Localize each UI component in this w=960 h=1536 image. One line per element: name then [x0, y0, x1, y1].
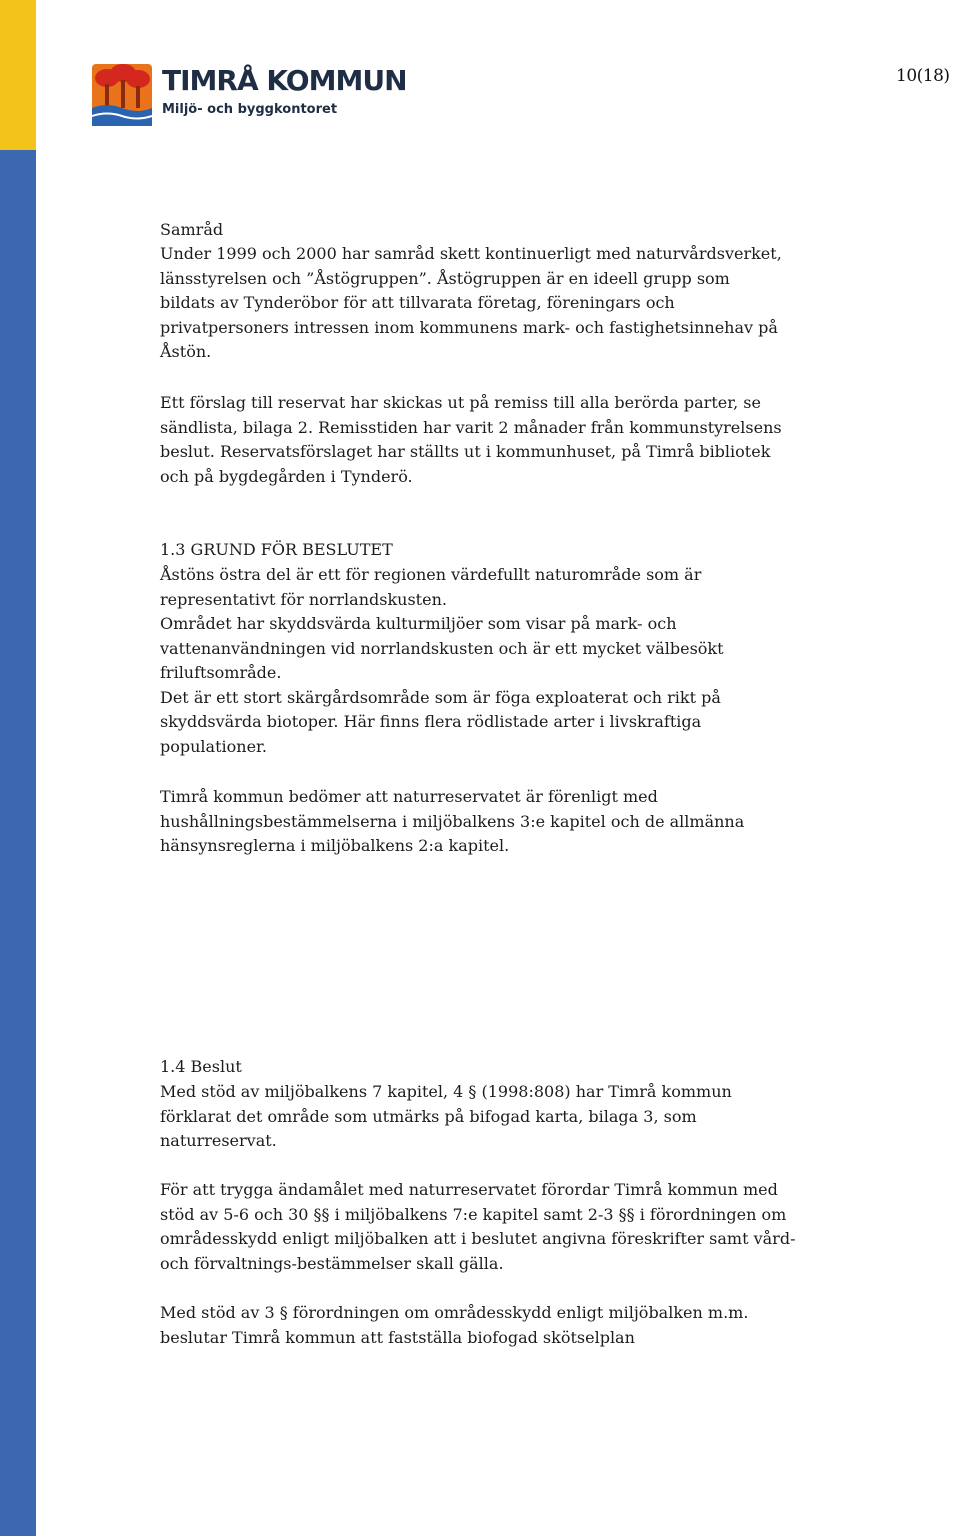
municipality-logo: [92, 62, 407, 132]
logo-subtitle: Miljö- och byggkontoret: [162, 102, 338, 117]
paragraph-samrad: Under 1999 och 2000 har samråd skett kontinuerligt med naturvårdsverket, länsstyrelsen och ”Åstögruppen”. Åstögruppen är en ideell grupp som bildats av Tynderöbor för att tillvarata företag, föreningars och privatpersoners intressen inom kommunens mark- och fastighetsinnehav på Åstön.: [160, 244, 782, 361]
page-number: 10(18): [896, 66, 950, 86]
paragraph-trygga: För att trygga ändamålet med naturreservatet förordar Timrå kommun med stöd av 5-6 och 30 §§ i miljöbalkens 7:e kapitel samt 2-3 §§ i förordningen om områdesskydd enligt miljöbalken att i beslutet angivna föreskrifter samt vård- och förvaltnings-bestämmelser skall gälla.: [160, 1180, 796, 1273]
logo-title: TIMRÅ KOMMUN: [162, 64, 407, 97]
stripe-yellow-segment: [0, 0, 36, 150]
section-heading-beslut: 1.4 Beslut: [160, 1057, 242, 1076]
paragraph-bedomer: Timrå kommun bedömer att naturreservatet är förenligt med hushållningsbestämmelserna i miljöbalkens 3:e kapitel och de allmänna hänsynsreglerna i miljöbalkens 2:a kapitel.: [160, 787, 745, 855]
tree-emblem-icon: [92, 62, 154, 128]
stripe-blue-segment: [0, 150, 36, 1536]
paragraph-fastalla: Med stöd av 3 § förordningen om områdesskydd enligt miljöbalken m.m. beslutar Timrå kommun att fastställa biofogad skötselplan: [160, 1303, 749, 1347]
side-color-stripe: [0, 0, 36, 1536]
paragraph-remiss: Ett förslag till reservat har skickas ut på remiss till alla berörda parter, se sändlista, bilaga 2. Remisstiden har varit 2 månader från kommunstyrelsens beslut. Reservatsförslaget har ställts ut i kommunhuset, på Timrå bibliotek och på bygdegården i Tynderö.: [160, 393, 782, 486]
paragraph-beslut: Med stöd av miljöbalkens 7 kapitel, 4 § (1998:808) har Timrå kommun förklarat det område som utmärks på bifogad karta, bilaga 3, som naturreservat.: [160, 1082, 732, 1150]
paragraph-grund: Åstöns östra del är ett för regionen värdefullt naturområde som är representativt för norrlandskusten. Området har skyddsvärda kulturmiljöer som visar på mark- och vattenanvändningen vid norrlandskusten och är ett mycket välbesökt friluftsområde. Det är ett stort skärgårdsområde som är föga exploaterat och rikt på skyddsvärda biotoper. Här finns flera rödlistade arter i livskraftiga populationer.: [160, 565, 724, 756]
section-heading-samrad: Samråd: [160, 220, 224, 239]
section-heading-grund: 1.3 GRUND FÖR BESLUTET: [160, 540, 393, 559]
